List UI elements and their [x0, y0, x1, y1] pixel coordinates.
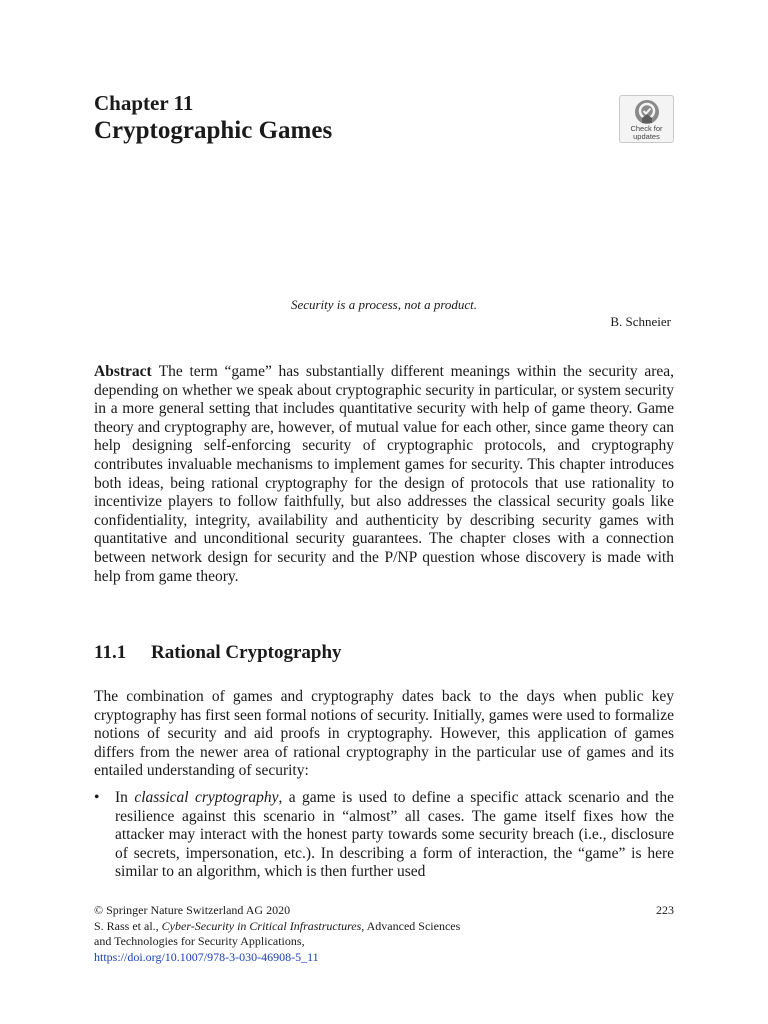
section-title: Rational Cryptography [151, 642, 342, 663]
citation-prefix: S. Rass et al., [94, 918, 162, 933]
section-number: 11.1 [94, 642, 127, 663]
check-for-updates-badge[interactable] [619, 95, 674, 143]
check-for-updates-icon [634, 99, 660, 125]
badge-line-1: Check for [630, 124, 663, 133]
body-paragraph: The combination of games and cryptography dates back to the days when public key cryptography has first seen formal notions of security. Initially, games were used to formalize notions of security and aid proofs in cryptography. However, this application of games differs from the newer area of rational cryptography in the particular use of games and its entailed understanding of security: [94, 688, 674, 780]
doi-link[interactable]: https://doi.org/10.1007/978-3-030-46908-5_11 [94, 949, 319, 964]
epigraph-quote: Security is a process, not a product. [290, 297, 478, 312]
bullet-mark: • [94, 789, 100, 806]
abstract-label: Abstract [94, 363, 152, 380]
bullet-prefix: In [115, 789, 135, 806]
chapter-label: Chapter 11 [94, 91, 194, 115]
citation-suffix: , Advanced Sciences [361, 918, 461, 933]
copyright-line: © Springer Nature Switzerland AG 2020 [94, 903, 291, 917]
chapter-title: Cryptographic Games [94, 117, 333, 144]
footer [94, 903, 564, 965]
citation-line-2: and Technologies for Security Applications, [94, 934, 305, 948]
epigraph-author: B. Schneier [610, 314, 671, 329]
abstract-text: The term “game” has substantially different meanings within the security area, depending on whether we speak about cryptographic security in particular, or system security in a more general setting that includes quantitative security with help of game theory. Game theory and cryptography are, however, of mutual value for each other, since game theory can help designing self-enforcing security of cryptographic protocols, and cryptography contributes invaluable mechanisms to implement games for security. This chapter introduces both ideas, being rational cryptography for the design of protocols that use rationality to incentivize players to follow faithfully, but also addresses the classical security goals like confidentiality, integrity, availability and authenticity by describing security games with quantitative and unconditional security guarantees. The chapter closes with a connection between network design for security and the P/NP question whose discovery is made with help from game theory. [94, 363, 674, 585]
section-heading [94, 641, 342, 665]
badge-line-2: updates [633, 132, 660, 141]
bullet-emphasis: classical cryptography [134, 789, 279, 806]
abstract [94, 363, 674, 586]
citation-book-title: Cyber-Security in Critical Infrastructures [161, 918, 362, 933]
citation-line [94, 919, 564, 935]
page-number: 223 [656, 903, 674, 917]
bullet-list [94, 789, 674, 882]
list-item [94, 789, 674, 882]
bullet-text: , a game is used to define a specific attack scenario and the resilience against this scenario in “almost” all cases. The game itself fixes how the attacker may interact with the honest party towards some security breach (i.e., disclosure of secrets, impersonation, etc.). In describing a form of interaction, the “game” is here similar to an algorithm, which is then further used [115, 789, 674, 881]
